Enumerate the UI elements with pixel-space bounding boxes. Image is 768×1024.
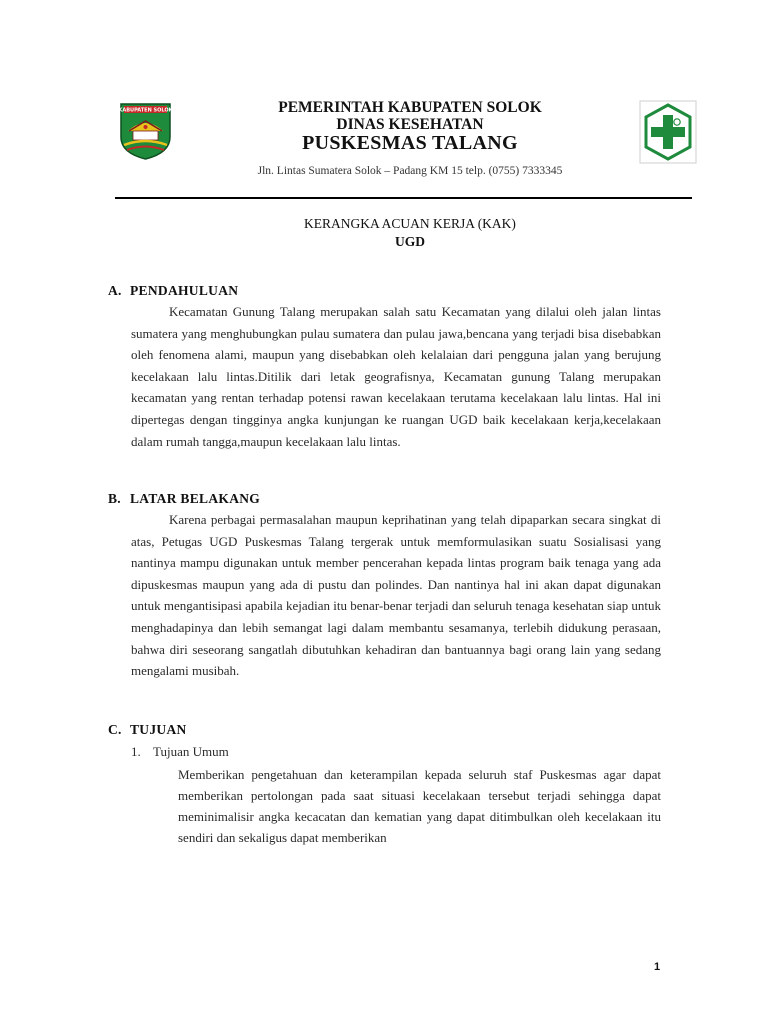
header-institution: PUSKESMAS TALANG bbox=[302, 132, 518, 154]
kabupaten-solok-logo bbox=[118, 101, 173, 161]
section-letter: A. bbox=[108, 283, 122, 298]
section-title: PENDAHULUAN bbox=[130, 283, 239, 298]
subsection-body-tujuan-umum: Memberikan pengetahuan dan keterampilan kepada seluruh staf Puskesmas agar dapat memberikan pertolongan pada saat situasi kecelakaan tersebut terjadi sehingga dapat meminimalisir angka kecacatan dan kematian yang dapat ditimbulkan oleh kecelakaan itu sendiri dan sekaligus dapat memberikan bbox=[178, 767, 661, 845]
section-body-pendahuluan: Kecamatan Gunung Talang merupakan salah satu Kecamatan yang dilalui oleh jalan lintas sumatera yang menghubungkan pulau sumatera dan pulau jawa,bencana yang terjadi bisa disebabkan oleh fenomena alami, maupun yang disebabkan oleh kelalaian dari pengguna jalan yang berujung kecelakaan lalu lintas.Ditilik dari letak geografisnya, Kecamatan gunung Talang merupakan kecamatan yang rentan terhadap potensi rawan kecelakaan terutama kecelakaan lalu lintas. Hal ini dipertegas dengan tingginya angka kunjungan ke ruangan UGD baik kecelakaan kerja,kecelakaan dalam rumah tangga,maupun kecelakaan lalu lintas. bbox=[131, 304, 661, 449]
header-address: Jln. Lintas Sumatera Solok – Padang KM 15 telp. (0755) 7333345 bbox=[257, 165, 563, 177]
document-title: KERANGKA ACUAN KERJA (KAK) bbox=[304, 216, 516, 231]
section-letter: C. bbox=[108, 722, 122, 737]
header-department: DINAS KESEHATAN bbox=[336, 116, 484, 133]
section-heading-tujuan bbox=[108, 722, 187, 738]
section-heading-pendahuluan bbox=[108, 283, 238, 299]
section-letter: B. bbox=[108, 491, 121, 506]
section-title: LATAR BELAKANG bbox=[130, 491, 261, 506]
subsection-title: Tujuan Umum bbox=[153, 744, 229, 759]
section-body-latar-belakang: Karena perbagai permasalahan maupun keprihatinan yang telah dipaparkan secara singkat di atas, Petugas UGD Puskesmas Talang tergerak untuk memformulasikan suatu Sosialisasi yang nantinya mampu digunakan untuk member pencerahan kepada lintas program baik tenaga yang ada dipuskesmas maupun yang ada di pustu dan polindes. Dan nantinya hal ini akan dapat digunakan untuk mengantisipasi apabila kejadian itu benar-benar terjadi dan seluruh tenaga kesehatan siap untuk menghadapinya dan lebih semangat lagi dalam membantu sesamanya, terlebih didukung perasaan, bahwa diri seseorang sangatlah dibutuhkan kehadiran dan bantuannya bagi orang lain yang sedang mengalami musibah. bbox=[131, 512, 661, 679]
header-government: PEMERINTAH KABUPATEN SOLOK bbox=[278, 99, 542, 116]
header-divider bbox=[115, 197, 692, 199]
subsection-heading-tujuan-umum bbox=[131, 744, 229, 760]
puskesmas-logo bbox=[639, 100, 697, 164]
page-number: 1 bbox=[654, 961, 661, 973]
section-heading-latar-belakang bbox=[108, 491, 260, 507]
section-title: TUJUAN bbox=[130, 722, 187, 737]
subsection-number: 1. bbox=[131, 744, 141, 759]
document-subtitle: UGD bbox=[395, 234, 425, 249]
logo-left-label: KABUPATEN SOLOK bbox=[118, 107, 173, 114]
